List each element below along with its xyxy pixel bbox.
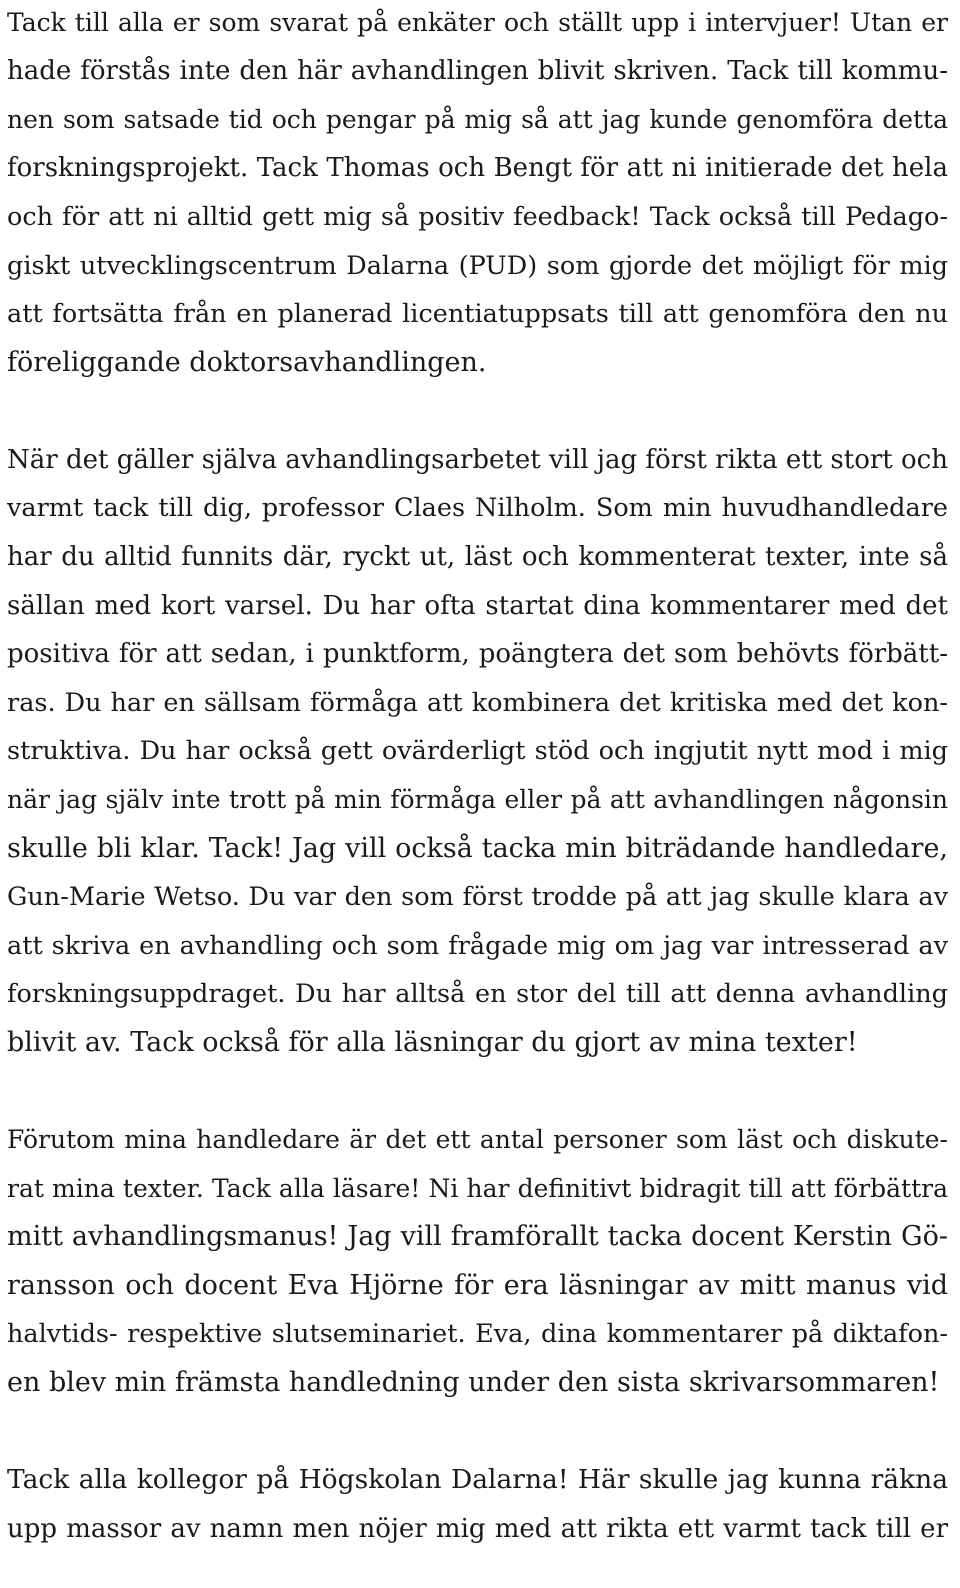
text-line: föreliggande doktorsavhandlingen. bbox=[7, 347, 487, 378]
text-line: skulle bli klar. Tack! Jag vill också tacka min biträdande handledare, bbox=[7, 833, 948, 864]
text-line: forskningsuppdraget. Du har alltså en stor del till att denna avhandling bbox=[7, 979, 948, 1009]
text-line: en blev min främsta handledning under den sista skrivarsommaren! bbox=[7, 1367, 940, 1398]
text-line: att skriva en avhandling och som frågade mig om jag var intresserad av bbox=[7, 931, 948, 961]
text-line: och för att ni alltid gett mig så positiv feedback! Tack också till Pedago- bbox=[7, 202, 948, 232]
text-line: När det gäller själva avhandlingsarbetet vill jag först rikta ett stort och bbox=[7, 445, 948, 475]
text-line: halvtids- respektive slutseminariet. Eva, dina kommentarer på diktafon- bbox=[7, 1319, 948, 1349]
text-line: nen som satsade tid och pengar på mig så att jag kunde genomföra detta bbox=[7, 105, 948, 134]
text-line: ras. Du har en sällsam förmåga att kombinera det kritiska med det kon- bbox=[7, 688, 948, 718]
text-line: Tack till alla er som svarat på enkäter och ställt upp i intervjuer! Utan er bbox=[7, 8, 948, 37]
text-line: positiva för att sedan, i punktform, poängtera det som behövts förbätt- bbox=[7, 639, 948, 669]
text-line: Gun-Marie Wetso. Du var den som först trodde på att jag skulle klara av bbox=[7, 882, 948, 912]
text-line: blivit av. Tack också för alla läsningar du gjort av mina texter! bbox=[7, 1027, 858, 1058]
text-line: giskt utvecklingscentrum Dalarna (PUD) som gjorde det möjligt för mig bbox=[7, 251, 948, 281]
text-line: sällan med kort varsel. Du har ofta startat dina kommentarer med det bbox=[7, 591, 948, 621]
text-line: när jag själv inte trott på min förmåga eller på att avhandlingen någonsin bbox=[7, 785, 948, 814]
text-line: ransson och docent Eva Hjörne för era läsningar av mitt manus vid bbox=[7, 1270, 948, 1301]
text-line: rat mina texter. Tack alla läsare! Ni har definitivt bidragit till att förbättra bbox=[7, 1174, 948, 1203]
text-line: struktiva. Du har också gett ovärderligt stöd och ingjutit nytt mod i mig bbox=[7, 736, 948, 766]
text-line: Förutom mina handledare är det ett antal personer som läst och diskute- bbox=[7, 1125, 948, 1154]
text-line: hade förstås inte den här avhandlingen blivit skriven. Tack till kommu- bbox=[7, 56, 948, 86]
text-line: mitt avhandlingsmanus! Jag vill framförallt tacka docent Kerstin Gö- bbox=[7, 1221, 948, 1252]
text-line: Tack alla kollegor på Högskolan Dalarna! Här skulle jag kunna räkna bbox=[7, 1464, 948, 1495]
text-line: varmt tack till dig, professor Claes Nilholm. Som min huvudhandledare bbox=[7, 493, 948, 523]
text-line: forskningsprojekt. Tack Thomas och Bengt för att ni initierade det hela bbox=[7, 153, 948, 183]
text-line: har du alltid funnits där, ryckt ut, läst och kommenterat texter, inte så bbox=[7, 542, 948, 572]
text-line: att fortsätta från en planerad licentiatuppsats till att genomföra den nu bbox=[7, 299, 948, 329]
text-line: upp massor av namn men nöjer mig med att rikta ett varmt tack till er bbox=[7, 1514, 948, 1544]
